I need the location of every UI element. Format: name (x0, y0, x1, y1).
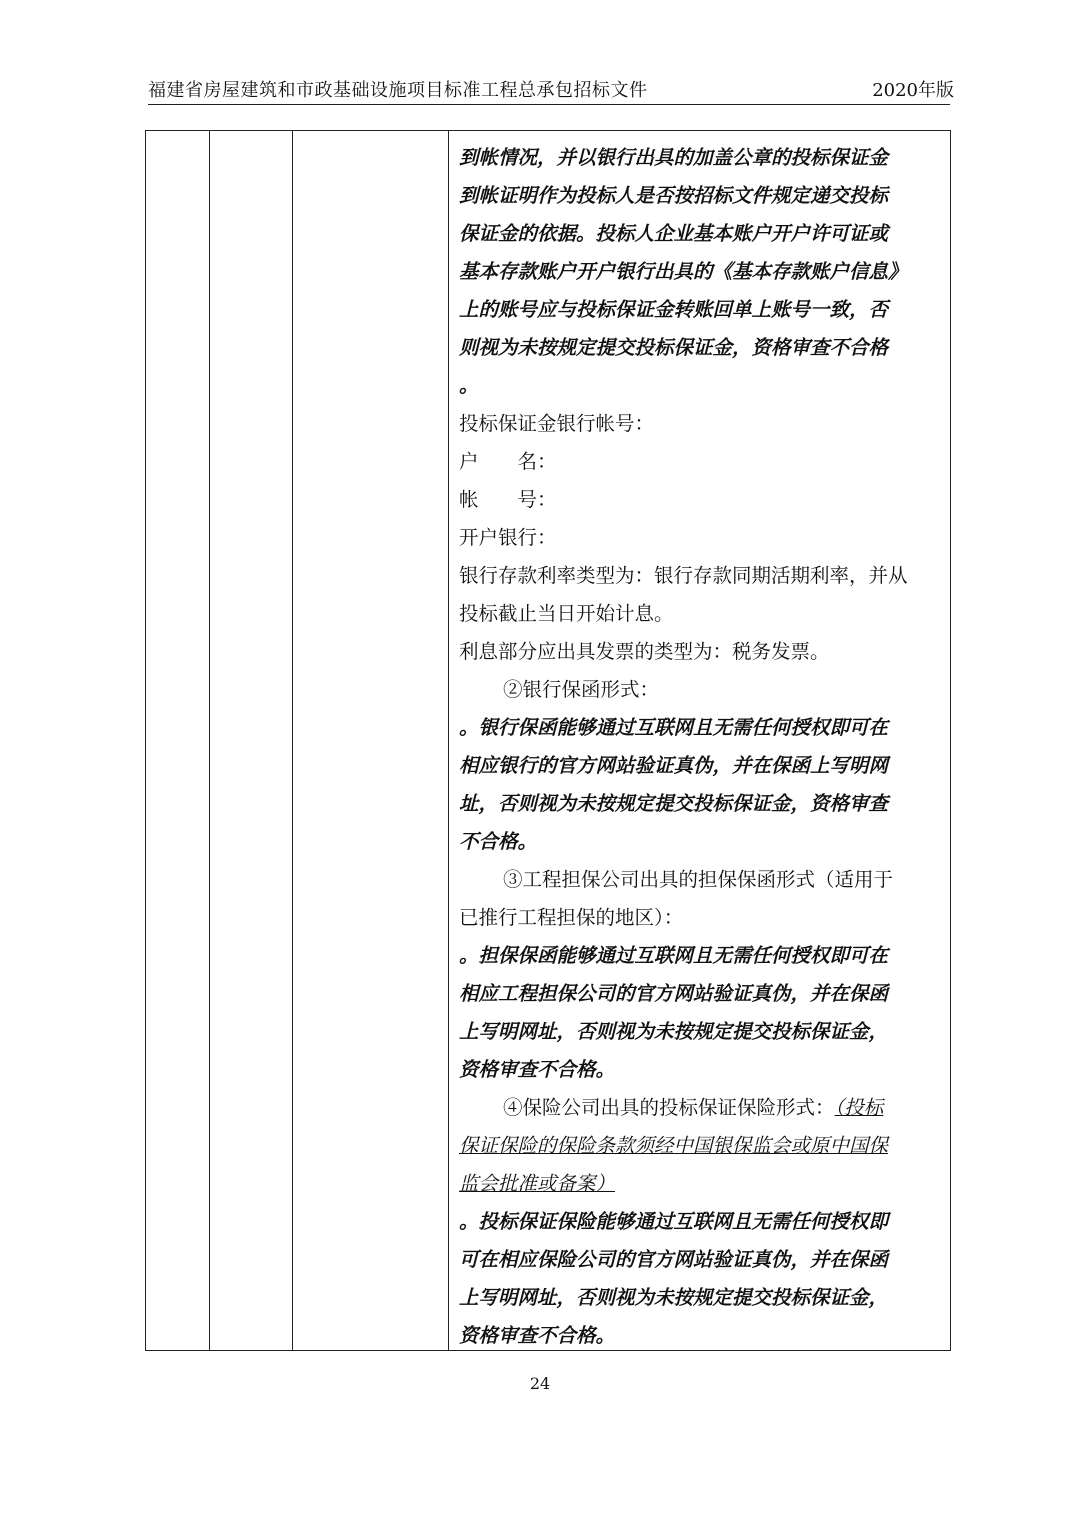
text-line: 到帐情况，并以银行出具的加盖公章的投标保证金 (459, 146, 889, 169)
account-name-label: 户 名： (459, 450, 557, 473)
text-line: 基本存款账户开户银行出具的《基本存款账户信息》 (459, 260, 908, 283)
text-line: 上写明网址，否则视为未按规定提交投标保证金， (459, 1020, 889, 1043)
page-header (148, 74, 954, 105)
column-divider (209, 131, 210, 1350)
insurance-note-line: 保证保险的保险条款须经中国银保监会或原中国保 (459, 1134, 889, 1157)
section-heading-bank-guarantee: ②银行保函形式： (503, 678, 660, 701)
text-line: 银行存款利率类型为：银行存款同期活期利率，并从 (459, 564, 908, 587)
requirements-table (145, 130, 951, 1351)
column-divider (292, 131, 293, 1350)
text-line: 保证金的依据。投标人企业基本账户开户许可证或 (459, 222, 889, 245)
text-line: 。担保保函能够通过互联网且无需任何授权即可在 (459, 944, 889, 967)
account-number-label: 帐 号： (459, 488, 557, 511)
text-line: 到帐证明作为投标人是否按招标文件规定递交投标 (459, 184, 889, 207)
edition-label: 2020年版 (872, 80, 954, 101)
insurance-note-line: 监会批准或备案） (459, 1172, 616, 1195)
text-line: 则视为未按规定提交投标保证金，资格审查不合格 (459, 336, 889, 359)
text-line: 。 (459, 374, 479, 397)
text-line: 已推行工程担保的地区）： (459, 906, 684, 929)
table-cell-content (459, 139, 944, 1355)
text-line: 相应工程担保公司的官方网站验证真伪，并在保函 (459, 982, 889, 1005)
insurance-heading-text: ④保险公司出具的投标保证保险形式： (503, 1096, 835, 1119)
text-line: 利息部分应出具发票的类型为：税务发票。 (459, 640, 830, 663)
page-number: 24 (529, 1374, 551, 1393)
text-line: 资格审查不合格。 (459, 1324, 616, 1347)
column-divider (448, 131, 449, 1350)
text-line: 。银行保函能够通过互联网且无需任何授权即可在 (459, 716, 889, 739)
text-line: 投标截止当日开始计息。 (459, 602, 674, 625)
text-line: 址，否则视为未按规定提交投标保证金，资格审查 (459, 792, 889, 815)
section-heading-insurance (459, 1089, 944, 1127)
text-line: 资格审查不合格。 (459, 1058, 616, 1081)
bank-label: 开户银行： (459, 526, 557, 549)
text-line: 可在相应保险公司的官方网站验证真伪，并在保函 (459, 1248, 889, 1271)
text-line: 不合格。 (459, 830, 538, 853)
section-heading-guarantee-company: ③工程担保公司出具的担保保函形式（适用于 (503, 868, 894, 891)
insurance-note-start: （投标 (834, 1096, 884, 1119)
text-line: 相应银行的官方网站验证真伪，并在保函上写明网 (459, 754, 889, 777)
text-line: 上写明网址，否则视为未按规定提交投标保证金， (459, 1286, 889, 1309)
document-title: 福建省房屋建筑和市政基础设施项目标准工程总承包招标文件 (148, 80, 648, 101)
text-line: 。投标保证保险能够通过互联网且无需任何授权即 (459, 1210, 889, 1233)
account-heading: 投标保证金银行帐号： (459, 412, 655, 435)
text-line: 上的账号应与投标保证金转账回单上账号一致，否 (459, 298, 889, 321)
